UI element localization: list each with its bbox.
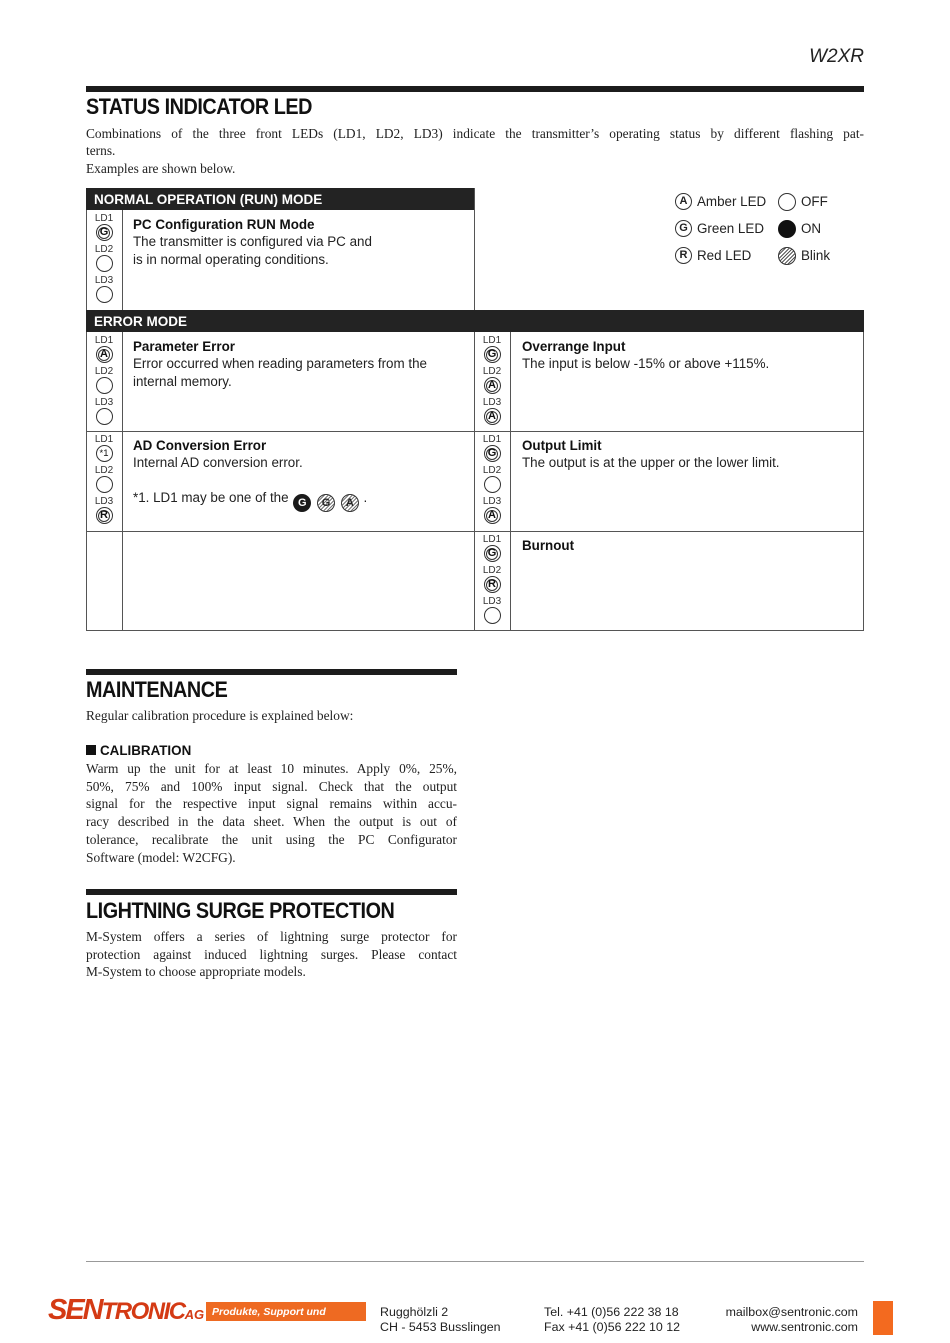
- led-column-param-error: [86, 335, 122, 428]
- ld3-label: LD3: [482, 596, 502, 607]
- ld2-label: LD2: [94, 465, 114, 476]
- website-link[interactable]: www.sentronic.com: [751, 1320, 858, 1334]
- cell-text: Internal AD conversion error.: [133, 455, 303, 470]
- ld2-label: LD2: [94, 244, 114, 255]
- ld3-amber-blink-icon: A: [484, 507, 501, 524]
- ld2-label: LD2: [94, 366, 114, 377]
- text-line: Warm up the unit for at least 10 minutes. Apply 0%, 25%,: [86, 761, 457, 776]
- note-text: *1. LD1 may be one of the: [133, 489, 289, 505]
- cell-overrange: [522, 339, 857, 373]
- text-line: Software (model: W2CFG).: [86, 849, 236, 865]
- ld1-green-blink-icon: G: [484, 346, 501, 363]
- cell-title: Burnout: [522, 538, 575, 553]
- ld1-variable-icon: *1: [96, 445, 113, 462]
- led-column-output-limit: [474, 434, 510, 527]
- legend-amber: A Amber LED: [675, 188, 766, 215]
- legend-on: ON: [778, 215, 830, 242]
- amber-blink-icon: A: [341, 494, 359, 512]
- legend-green: G Green LED: [675, 215, 766, 242]
- legend-red: R Red LED: [675, 242, 766, 269]
- cell-text: The output is at the upper or the lower limit.: [522, 455, 780, 470]
- blink-state-icon: [778, 247, 796, 265]
- cell-text: The transmitter is configured via PC and: [133, 234, 372, 249]
- text-line: protection against induced lightning surges. Please contact: [86, 946, 457, 962]
- logo-ag: AG: [184, 1307, 205, 1322]
- legend-blink: Blink: [778, 242, 830, 269]
- on-state-icon: [778, 220, 796, 238]
- cell-burnout: [522, 538, 857, 553]
- section-divider: [86, 86, 864, 92]
- ld1-label: LD1: [482, 434, 502, 445]
- ld3-label: LD3: [94, 275, 114, 286]
- ld1-label: LD1: [482, 534, 502, 545]
- cell-title: Output Limit: [522, 438, 602, 453]
- ld1-label: LD1: [94, 434, 114, 445]
- address-line: CH - 5453 Busslingen: [380, 1320, 501, 1334]
- ld1-label: LD1: [482, 335, 502, 346]
- table-border: [122, 210, 123, 311]
- cell-title: AD Conversion Error: [133, 438, 267, 453]
- footer-divider: [86, 1261, 864, 1262]
- led-column-burnout: [474, 534, 510, 627]
- ld1-label: LD1: [94, 213, 114, 224]
- legend: [675, 188, 766, 269]
- section-title-status-led: STATUS INDICATOR LED: [86, 94, 313, 119]
- table-border: [86, 531, 864, 532]
- green-on-icon: G: [293, 494, 311, 512]
- calibration-heading: [86, 743, 191, 758]
- address-line: Rugghölzli 2: [380, 1305, 449, 1319]
- note-end: .: [363, 489, 368, 505]
- fax-line: Fax +41 (0)56 222 10 12: [544, 1320, 681, 1334]
- ld3-label: LD3: [482, 496, 502, 507]
- model-name: W2XR: [809, 46, 864, 67]
- ld2-off-icon: [96, 255, 113, 272]
- surge-text: [86, 928, 457, 981]
- ad-error-note: [133, 489, 468, 512]
- ld3-off-icon: [484, 607, 501, 624]
- cell-pc-run: [133, 217, 463, 268]
- ld1-green-blink-icon: G: [96, 224, 113, 241]
- normal-mode-header: NORMAL OPERATION (RUN) MODE: [86, 188, 475, 210]
- intro-line-3: Examples are shown below.: [86, 161, 236, 176]
- ld1-green-blink-icon: G: [484, 545, 501, 562]
- ld3-red-blink-icon: R: [96, 507, 113, 524]
- cell-title: PC Configuration RUN Mode: [133, 217, 315, 232]
- legend-states: [778, 188, 830, 269]
- calibration-text: [86, 760, 457, 866]
- ld2-label: LD2: [482, 366, 502, 377]
- logo-wordmark: [48, 1294, 204, 1327]
- red-led-icon: R: [675, 247, 692, 264]
- section-title-surge: LIGHTNING SURGE PROTECTION: [86, 898, 395, 923]
- square-bullet-icon: [86, 745, 96, 755]
- ld1-label: LD1: [94, 335, 114, 346]
- logo-tronic: TRONIC: [101, 1298, 185, 1325]
- table-border: [122, 332, 123, 631]
- ld2-off-icon: [484, 476, 501, 493]
- green-blink-icon: G: [317, 494, 335, 512]
- cell-output-limit: [522, 438, 857, 472]
- cell-title: Overrange Input: [522, 339, 626, 354]
- table-border: [474, 188, 475, 311]
- ld1-green-blink-icon: G: [484, 445, 501, 462]
- logo-sen: SEN: [48, 1294, 102, 1326]
- maintenance-intro: Regular calibration procedure is explained below:: [86, 708, 354, 723]
- ld1-amber-blink-icon: A: [96, 346, 113, 363]
- error-mode-header: ERROR MODE: [86, 310, 864, 332]
- cell-text: Error occurred when reading parameters from the: [133, 356, 427, 371]
- text-line: tolerance, recalibrate the unit using the PC Configurator: [86, 831, 457, 847]
- logo-tagline: Produkte, Support und Service: [206, 1302, 366, 1321]
- cell-text: The input is below -15% or above +115%.: [522, 356, 770, 371]
- legend-off: OFF: [778, 188, 830, 215]
- ld3-label: LD3: [482, 397, 502, 408]
- off-state-icon: [778, 193, 796, 211]
- email-link[interactable]: mailbox@sentronic.com: [725, 1305, 858, 1319]
- text-line: 50%, 75% and 100% input signal. Check that the output: [86, 778, 457, 794]
- ld3-amber-blink-icon: A: [484, 408, 501, 425]
- table-border: [863, 332, 864, 631]
- cell-ad-error: [133, 438, 468, 512]
- intro-line-2: terns.: [86, 143, 116, 158]
- tel-line: Tel. +41 (0)56 222 38 18: [544, 1305, 679, 1319]
- section-title-maintenance: MAINTENANCE: [86, 677, 228, 702]
- text-line: racy described in the data sheet. When the output is out of: [86, 814, 457, 830]
- led-column-overrange: [474, 335, 510, 428]
- text-line: signal for the respective input signal remains within accu-: [86, 796, 457, 812]
- table-border: [510, 332, 511, 631]
- sentronic-logo: [48, 1296, 366, 1336]
- ld2-amber-blink-icon: A: [484, 377, 501, 394]
- ld2-off-icon: [96, 377, 113, 394]
- ld2-off-icon: [96, 476, 113, 493]
- table-border: [86, 630, 864, 631]
- calibration-title: CALIBRATION: [100, 743, 192, 758]
- text-line: M-System to choose appropriate models.: [86, 964, 306, 980]
- ld2-label: LD2: [482, 565, 502, 576]
- ld2-label: LD2: [482, 465, 502, 476]
- green-led-icon: G: [675, 220, 692, 237]
- page-tab-marker: [873, 1301, 893, 1335]
- ld3-label: LD3: [94, 496, 114, 507]
- ld3-label: LD3: [94, 397, 114, 408]
- table-border: [86, 431, 864, 432]
- footer-contact: [726, 1305, 858, 1335]
- cell-param-error: [133, 339, 468, 390]
- cell-text: is in normal operating conditions.: [133, 251, 329, 267]
- text-line: M-System offers a series of lightning surge protector for: [86, 929, 457, 944]
- ld3-off-icon: [96, 286, 113, 303]
- section-divider: [86, 669, 457, 675]
- led-column-ad-error: [86, 434, 122, 527]
- section-divider: [86, 889, 457, 895]
- ld2-red-blink-icon: R: [484, 576, 501, 593]
- intro-line-1: Combinations of the three front LEDs (LD1, LD2, LD3) indicate the transmitter’s operating status by different flashing pat-: [86, 126, 864, 141]
- ld3-off-icon: [96, 408, 113, 425]
- cell-text: internal memory.: [133, 373, 232, 389]
- cell-title: Parameter Error: [133, 339, 235, 354]
- footer-address: [380, 1305, 501, 1335]
- led-column-pc-run: [86, 213, 122, 306]
- footer-phone: [544, 1305, 680, 1335]
- amber-led-icon: A: [675, 193, 692, 210]
